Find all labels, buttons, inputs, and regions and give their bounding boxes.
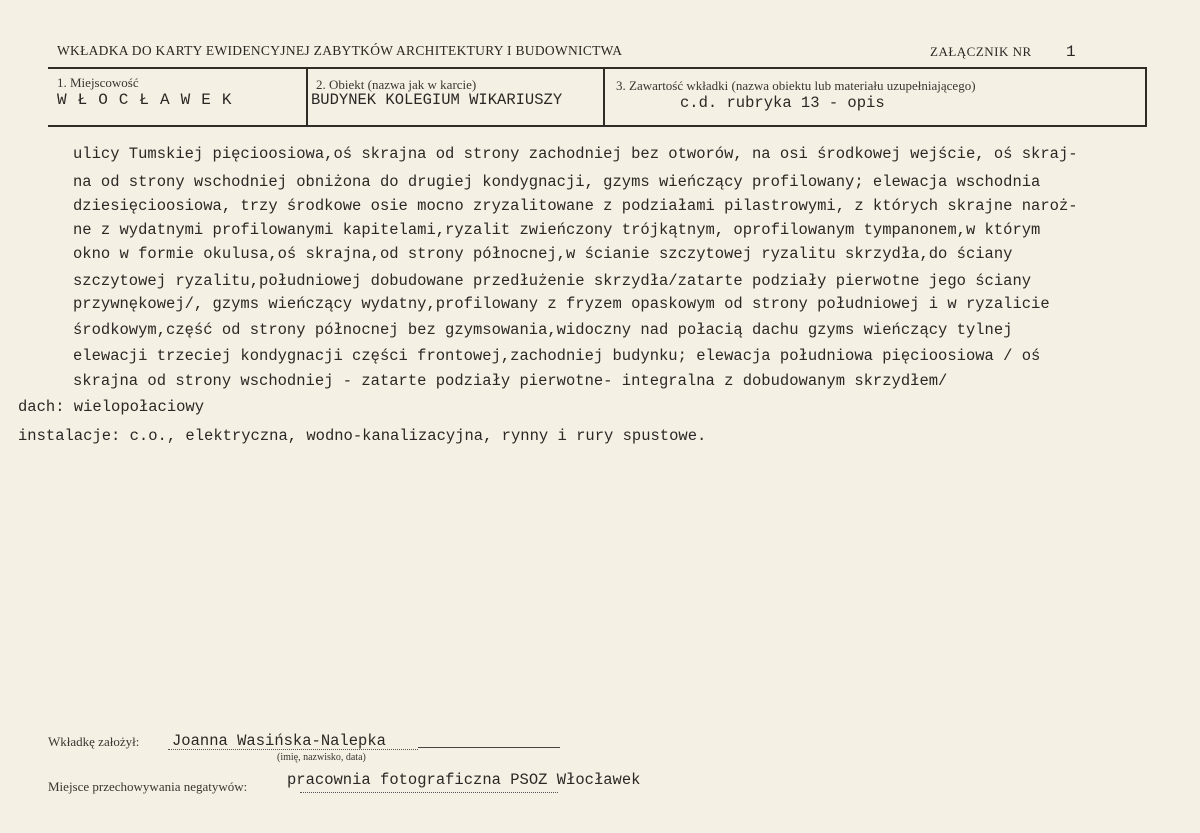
storage-label: Miejsce przechowywania negatywów: xyxy=(48,779,248,794)
content-label: 3. Zawartość wkładki (nazwa obiektu lub materiału uzupełniającego) xyxy=(616,78,976,93)
body-line-8: środkowym,część od strony północnej bez gzymsowania,widoczny nad połacią dachu gzyms wieńczący tylnej xyxy=(73,321,1013,339)
storage-value: pracownia fotograficzna PSOZ Włocławek xyxy=(287,771,641,789)
body-line-4: ne z wydatnymi profilowanymi kapitelami,ryzalit zwieńczony trójkątnym, oprofilowanym tympanonem,w którym xyxy=(73,221,1041,239)
author-value: Joanna Wasińska-Nalepka xyxy=(172,732,386,750)
body-line-1: ulicy Tumskiej pięcioosiowa,oś skrajna od strony zachodniej bez otworów, na osi środkowej wejście, oś skraj- xyxy=(73,145,1078,163)
body-line-9: elewacji trzeciej kondygnacji części frontowej,zachodniej budynku; elewacja południowa pięcioosiowa / oś xyxy=(73,347,1041,365)
object-value: BUDYNEK KOLEGIUM WIKARIUSZY xyxy=(311,91,563,109)
field-divider-1 xyxy=(306,68,308,126)
body-line-3: dziesięcioosiowa, trzy środkowe osie mocno zryzalitowane z podziałami pilastrowymi, z których skrajne naroż- xyxy=(73,197,1078,215)
storage-dotted-line xyxy=(300,792,558,793)
roof-line: dach: wielopołaciowy xyxy=(18,398,205,416)
body-line-5: okno w formie okulusa,oś skrajna,od strony północnej,w ścianie szczytowej ryzalitu skrzydła,do ściany xyxy=(73,245,1013,263)
header-bottom-line xyxy=(48,125,1147,127)
content-value: c.d. rubryka 13 - opis xyxy=(680,94,885,112)
field-divider-2 xyxy=(603,68,605,126)
body-line-6: szczytowej ryzalitu,południowej dobudowane przedłużenie skrzydła/zatarte podziały pierwotne jego ściany xyxy=(73,272,1032,290)
body-line-2: na od strony wschodniej obniżona do drugiej kondygnacji, gzyms wieńczący profilowany; elewacja wschodnia xyxy=(73,173,1041,191)
object-label: 2. Obiekt (nazwa jak w karcie) xyxy=(316,77,477,92)
locality-value: WŁOCŁAWEK xyxy=(57,91,243,109)
body-line-7: przywnękowej/, gzyms wieńczący wydatny,profilowany z fryzem opaskowym od strony południowej i w ryzalicie xyxy=(73,295,1050,313)
header-top-line xyxy=(48,67,1147,69)
field-right-border xyxy=(1145,68,1147,126)
body-line-10: skrajna od strony wschodniej - zatarte podziały pierwotne- integralna z dobudowanym skrzydłem/ xyxy=(73,372,948,390)
attachment-number: 1 xyxy=(1066,43,1076,61)
form-title: WKŁADKA DO KARTY EWIDENCYJNEJ ZABYTKÓW ARCHITEKTURY I BUDOWNICTWA xyxy=(57,43,623,58)
author-caption: (imię, nazwisko, data) xyxy=(277,752,366,763)
installations-line: instalacje: c.o., elektryczna, wodno-kanalizacyjna, rynny i rury spustowe. xyxy=(18,427,707,445)
locality-label: 1. Miejscowość xyxy=(57,75,139,90)
attachment-label: ZAŁĄCZNIK NR xyxy=(930,44,1032,59)
author-dotted-line xyxy=(168,749,418,750)
author-underline xyxy=(418,747,560,748)
author-label: Wkładkę założył: xyxy=(48,734,140,749)
